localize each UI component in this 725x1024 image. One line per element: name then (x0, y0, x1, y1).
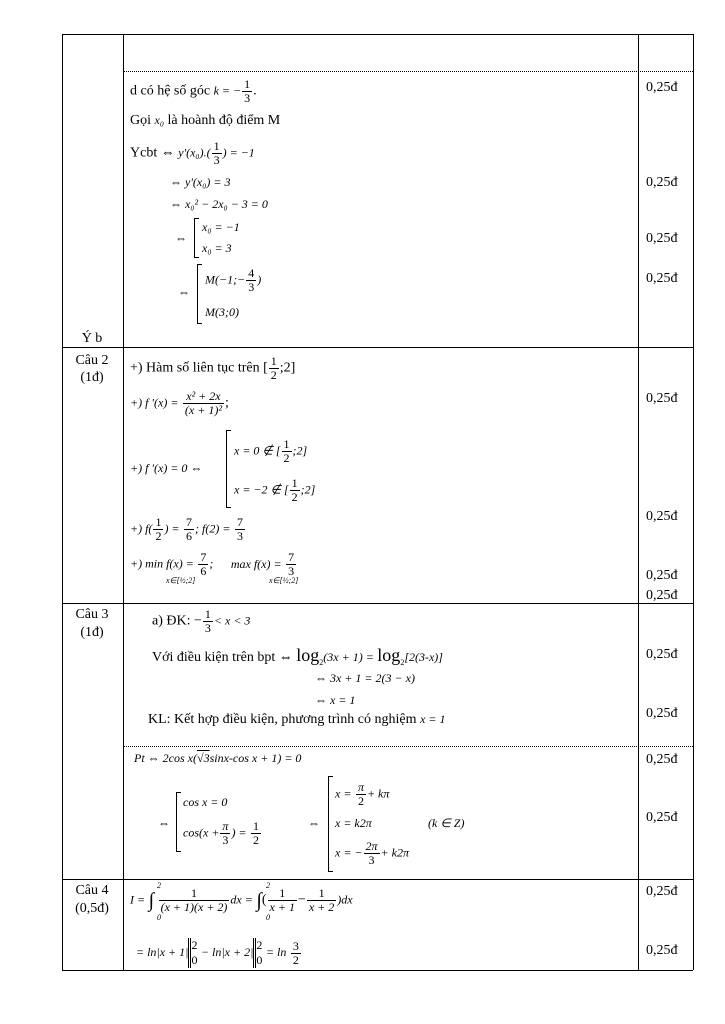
score-label: 0,25đ (646, 647, 678, 662)
integral-result-line: = ln|x + 1| 2 0 − ln|x + 2| 2 0 = ln $\frac{3}{2}$ (136, 938, 299, 967)
score-label: 0,25đ (646, 943, 678, 958)
score-label: 0,25đ (646, 588, 678, 603)
row-divider (62, 603, 693, 604)
table-bottom-border (62, 970, 693, 971)
derivative-zero-line: +) f '(x) = 0 ⇔ (130, 461, 203, 475)
point-line: M(−1;− $\frac{4}{3}$ ) (205, 266, 262, 294)
fraction: $\frac{1}{3}$ (244, 77, 251, 105)
root-line: x = −2 ∉ [ $\frac{1}{2}$ ;2] (234, 476, 316, 504)
score-label: 0,25đ (646, 810, 678, 825)
integral-line: I = ∫ $\frac{1}{(x + 1)(x + 2)}$ dx = ∫( $\frac{1}{x + 1}$ − $\frac{1}{x + 2}$ )dx (130, 886, 353, 914)
equivalence-arrow: ⇔ (178, 285, 190, 299)
function-values-line: +) f( $\frac{1}{2}$ ) = $\frac{7}{6}$ ; f(2) = $\frac{7}{3}$ (130, 515, 243, 543)
fraction: $\frac{7}{3}$ (236, 515, 243, 543)
score-label: 0,25đ (646, 391, 678, 406)
bracket (328, 776, 333, 872)
column-divider-2 (638, 34, 639, 970)
dotted-divider (123, 71, 693, 72)
bracket (194, 218, 199, 258)
fraction: $\frac{\pi}{2}$ (357, 780, 364, 808)
fraction: $\frac{1}{2}$ (291, 476, 298, 504)
fraction: $\frac{1}{(x + 1)(x + 2)}$ (160, 886, 228, 914)
derivative-line: +) f '(x) = $\frac{\text{x² + 2x}}{\text{(x + 1)²}}$ ; (130, 389, 229, 417)
row-label-cau2: Câu 2 (75, 353, 109, 368)
root-line: x₀ = 3 (202, 241, 232, 255)
score-label: 0,25đ (646, 568, 678, 583)
log-inequality-line: Với điều kiện trên bpt ⇔ $\log_2(3x + 1) = \log_2[2(3-x)]$ (152, 645, 443, 667)
fraction: $\frac{7}{6}$ (200, 550, 207, 578)
score-label: 0,25đ (646, 231, 678, 246)
dotted-divider (123, 746, 693, 747)
fraction: $\frac{3}{2}$ (292, 938, 299, 967)
fraction: $\frac{1}{3}$ (204, 607, 211, 635)
row-label-cau3: Câu 3 (75, 607, 109, 622)
root-line: x₀ = −1 (202, 220, 240, 234)
score-label: 0,25đ (646, 80, 678, 95)
slope-line: d có hệ số góc k = − $\frac{1}{3}$ . (130, 77, 257, 105)
equivalence-arrow: ⇔ (175, 231, 187, 245)
cos-shift-line: cos(x + $\frac{\pi}{3}$ ) = $\frac{1}{2}$ (183, 819, 260, 847)
bracket (176, 792, 181, 852)
equation-line: ⇔ x = 1 (315, 693, 356, 707)
solution-line: x = k2π (335, 816, 372, 830)
fraction: $\frac{2\pi}{3}$ (365, 839, 378, 867)
trig-equation-line: Pt ⇔ 2cos x(√3sinx-cos x + 1) = 0 (134, 751, 302, 765)
score-label: 0,25đ (646, 271, 678, 286)
cos-zero-line: cos x = 0 (183, 795, 228, 809)
fraction: $\frac{1}{2}$ (270, 354, 277, 382)
conclusion-line: KL: Kết hợp điều kiện, phương trình có nghiệm x = 1 (148, 712, 446, 727)
solution-line: x = $\frac{\pi}{2}$ + kπ (335, 780, 390, 808)
solution-line: x = − $\frac{2\pi}{3}$ + k2π (335, 839, 409, 867)
integral-limit-top: 2 (266, 881, 270, 890)
fraction: $\frac{4}{3}$ (248, 266, 255, 294)
fraction: $\frac{\pi}{3}$ (222, 819, 229, 847)
equation-line: ⇔ 3x + 1 = 2(3 − x) (315, 671, 415, 685)
min-max-line: +) min f(x) = $\frac{7}{6}$ ; max f(x) = $\frac{7}{3}$ (130, 550, 295, 578)
row-divider (62, 347, 693, 348)
max-subscript: x∈[½;2] (269, 576, 299, 585)
fraction: $\frac{1}{3}$ (213, 139, 220, 167)
table-top-border (62, 34, 693, 35)
score-label: 0,25đ (646, 884, 678, 899)
point-line: M(3;0) (205, 305, 239, 319)
row-points-cau4: (0,5đ) (75, 901, 109, 916)
score-label: 0,25đ (646, 175, 678, 190)
fraction: $\frac{1}{2}$ (155, 515, 162, 543)
condition-line: Ycbt ⇔ y'(x₀).( $\frac{1}{3}$ ) = −1 (130, 139, 255, 167)
score-label: 0,25đ (646, 706, 678, 721)
table-left-border (62, 34, 63, 970)
equivalence-arrow: ⇔ (308, 816, 320, 830)
equivalence-arrow: ⇔ (158, 816, 170, 830)
fraction: $\frac{7}{3}$ (288, 550, 295, 578)
score-label: 0,25đ (646, 509, 678, 524)
integral-limit-top: 2 (157, 881, 161, 890)
root-line: x = 0 ∉ [ $\frac{1}{2}$ ;2] (234, 437, 308, 465)
continuity-line: +) Hàm số liên tục trên [ $\frac{1}{2}$ ;2] (130, 354, 296, 382)
row-label-cau4: Câu 4 (75, 883, 109, 898)
integral-limit-bottom: 0 (266, 913, 270, 922)
fraction: $\frac{1}{x + 2}$ (308, 886, 335, 914)
fraction: $\frac{\text{x² + 2x}}{\text{(x + 1)²}}$ (184, 389, 222, 417)
bracket (226, 430, 231, 508)
point-definition: Gọi x₀ là hoành độ điểm M (130, 113, 281, 128)
score-label: 0,25đ (646, 752, 678, 767)
condition-line: a) ĐK: − $\frac{1}{3}$ < x < 3 (152, 607, 251, 635)
column-divider-1 (123, 34, 124, 970)
equation-line: ⇔ x₀² − 2x₀ − 3 = 0 (170, 197, 268, 211)
fraction: $\frac{1}{2}$ (283, 437, 290, 465)
row-divider (62, 879, 693, 880)
fraction: $\frac{7}{6}$ (186, 515, 193, 543)
table-right-border (693, 34, 694, 970)
row-label-yb: Ý b (81, 331, 103, 346)
k-domain: (k ∈ Z) (428, 816, 465, 830)
bracket (197, 264, 202, 324)
integral-limit-bottom: 0 (157, 913, 161, 922)
row-points-cau2: (1đ) (80, 370, 104, 385)
fraction: $\frac{1}{x + 1}$ (269, 886, 295, 914)
equation-line: ⇔ y'(x₀) = 3 (170, 175, 231, 189)
min-subscript: x∈[½;2] (166, 576, 196, 585)
row-points-cau3: (1đ) (80, 625, 104, 640)
fraction: $\frac{1}{2}$ (253, 819, 260, 847)
